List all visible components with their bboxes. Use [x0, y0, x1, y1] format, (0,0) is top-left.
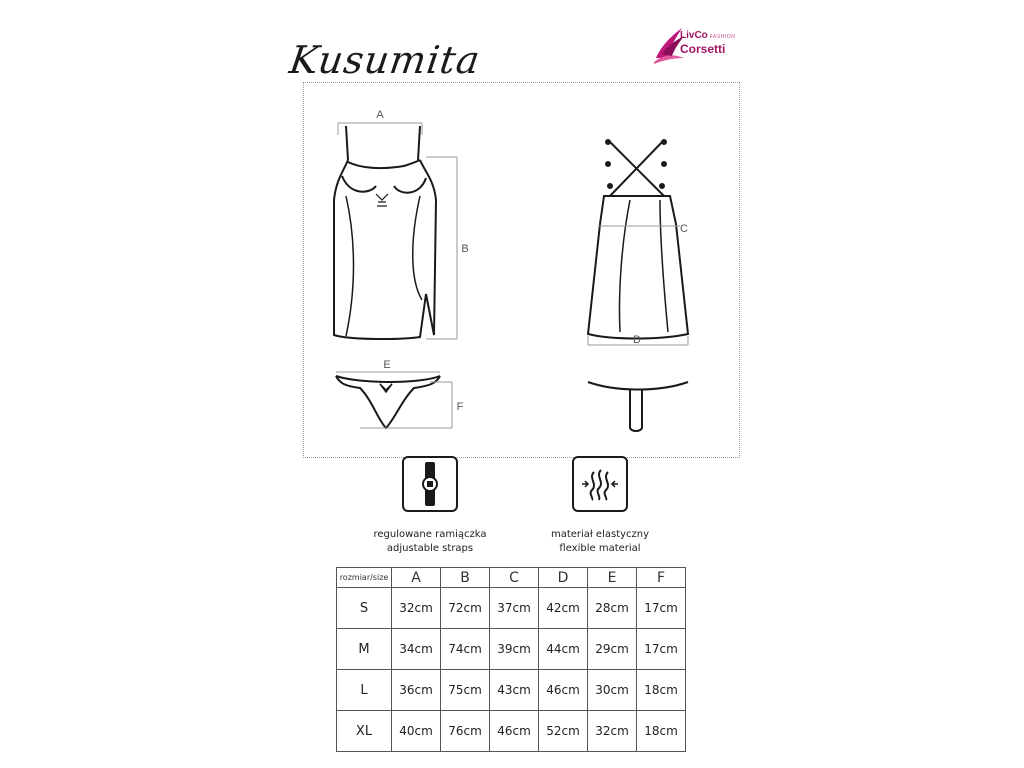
measure-cell: 18cm: [637, 670, 686, 711]
header-cell: C: [490, 568, 539, 588]
measure-cell: 76cm: [441, 711, 490, 752]
brand-name-line1: LivCo FASHION: [680, 30, 736, 41]
size-cell: L: [337, 670, 392, 711]
feature-label-pl: regulowane ramiączka: [373, 529, 487, 540]
measure-cell: 39cm: [490, 629, 539, 670]
thong-front-drawing: [336, 376, 440, 428]
size-cell: S: [337, 588, 392, 629]
chemise-back-dimensions: [588, 226, 688, 345]
measure-cell: 46cm: [490, 711, 539, 752]
measure-cell: 28cm: [588, 588, 637, 629]
measure-cell: 75cm: [441, 670, 490, 711]
chemise-front-dimensions: [338, 123, 457, 339]
strap-buckle-icon: [404, 458, 456, 510]
measure-cell: 46cm: [539, 670, 588, 711]
measure-cell: 34cm: [392, 629, 441, 670]
dim-label-c: C: [680, 223, 688, 235]
measure-cell: 18cm: [637, 711, 686, 752]
measure-cell: 40cm: [392, 711, 441, 752]
measure-cell: 36cm: [392, 670, 441, 711]
table-row: [337, 670, 686, 711]
measure-cell: 17cm: [637, 588, 686, 629]
header-cell: F: [637, 568, 686, 588]
measure-cell: 32cm: [588, 711, 637, 752]
measure-cell: 44cm: [539, 629, 588, 670]
header-cell: E: [588, 568, 637, 588]
measure-cell: 43cm: [490, 670, 539, 711]
chemise-back-drawing: [588, 140, 688, 339]
measure-cell: 72cm: [441, 588, 490, 629]
measure-cell: 30cm: [588, 670, 637, 711]
table-row: [337, 629, 686, 670]
adjustable-strap-icon: [402, 456, 458, 512]
feature-label-en: flexible material: [559, 543, 641, 554]
dim-label-a: A: [376, 109, 384, 121]
size-table-header: [337, 568, 686, 588]
table-row: [337, 711, 686, 752]
flexible-material-icon: [572, 456, 628, 512]
header-cell: D: [539, 568, 588, 588]
size-cell: M: [337, 629, 392, 670]
header-cell: rozmiar/size: [337, 568, 392, 588]
chemise-front-drawing: [334, 126, 436, 339]
feature-label-en: adjustable straps: [386, 543, 474, 554]
dim-label-f: F: [456, 401, 464, 413]
header-cell: A: [392, 568, 441, 588]
measure-cell: 32cm: [392, 588, 441, 629]
dim-label-e: E: [383, 359, 391, 371]
measure-cell: 42cm: [539, 588, 588, 629]
dim-label-d: D: [633, 334, 641, 346]
product-title: Kusumita: [286, 38, 484, 82]
size-cell: XL: [337, 711, 392, 752]
measure-cell: 52cm: [539, 711, 588, 752]
brand-name-line2: Corsetti: [680, 42, 726, 56]
table-row: [337, 588, 686, 629]
dim-label-b: B: [461, 243, 469, 255]
measure-cell: 29cm: [588, 629, 637, 670]
header-cell: B: [441, 568, 490, 588]
feature-label-pl: materiał elastyczny: [550, 529, 650, 540]
stretch-waves-icon: [574, 458, 626, 510]
measure-cell: 17cm: [637, 629, 686, 670]
size-table: [336, 567, 686, 752]
thong-back-drawing: [588, 382, 688, 431]
measure-cell: 37cm: [490, 588, 539, 629]
feature-caption-material: [500, 528, 700, 556]
measure-cell: 74cm: [441, 629, 490, 670]
